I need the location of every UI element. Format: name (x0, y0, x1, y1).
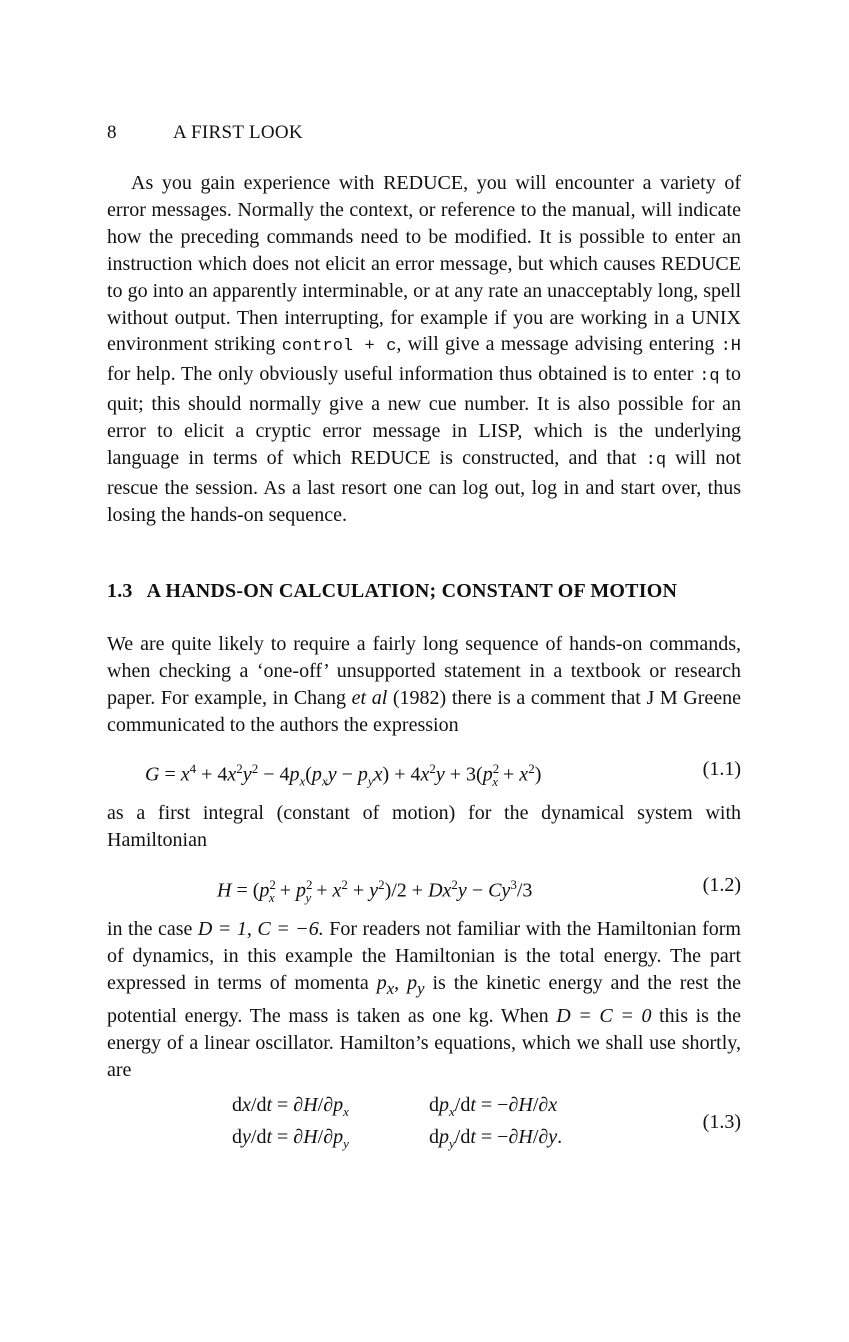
equation-1-2 (107, 862, 741, 908)
text-run: We are quite likely to require a fairly long sequence of hands-on commands, when checking a ‘one-off’ unsupported statement in a textbook or research paper. For example, in Chang (107, 632, 741, 709)
condition: D = 1, C = −6. (197, 918, 324, 941)
text-run: , will give a message advising entering (396, 333, 721, 356)
page (107, 118, 741, 1158)
running-head (107, 118, 741, 148)
code-control-c: control + c (281, 337, 397, 357)
code-help: :H (720, 337, 742, 357)
eq-dpxdt: $dp_x/dt = -\partial H/\partial x$ (429, 1093, 558, 1119)
equation-1-2-body: $H = (p^2_x + p^2_y + x^2 + y^2)/2 + Dx^2y - Cy^3/3$ (217, 877, 533, 905)
text-run: will not rescue the session. As a last resort one can log out, log in and start over, thus losing the hands-on sequence. (107, 447, 742, 526)
equation-1-1-body: $G = x^4 + 4x^2y^2 - 4p_x(p_xy - p_yx) + 4x^2y + 3(p^2_x + x^2)$ (145, 761, 542, 790)
equation-1-3 (107, 1094, 741, 1158)
paragraph-error-messages (107, 170, 741, 529)
equation-1-1 (107, 746, 741, 792)
paragraph-hands-on (107, 631, 741, 739)
condition-2: D = C = 0 (556, 1004, 652, 1027)
section-heading (107, 576, 741, 606)
eq-dpydt: $dp_y/dt = -\partial H/\partial y$. (429, 1125, 563, 1151)
equation-number: (1.2) (702, 874, 741, 897)
section-title: A HANDS-ON CALCULATION; CONSTANT OF MOTION (146, 579, 678, 602)
paragraph-first-integral: as a first integral (constant of motion) for the dynamical system with Hamiltonian (107, 802, 741, 852)
et-al: et al (351, 686, 388, 709)
section-number: 1.3 (107, 579, 133, 602)
text-run: is the kinetic energy and the rest the potential energy. The mass is taken as one kg. When (107, 972, 742, 1027)
code-quit: :q (699, 367, 720, 387)
eq-dxdt: $dx/dt = \partial H/\partial p_x$ (232, 1093, 349, 1119)
eq-dydt: $dy/dt = \partial H/\partial p_y$ (232, 1125, 349, 1151)
paragraph-case (107, 916, 741, 1083)
text-run: to quit; this should normally give a new cue number. It is also possible for an error to elicit a cryptic error message in LISP, which is the underlying language in terms of which REDUCE is constructed, and that (107, 363, 741, 470)
equation-number: (1.1) (702, 758, 741, 781)
page-number: 8 (107, 122, 117, 143)
text-run: (1982) there is a comment that J M Greene communicated to the authors the expression (107, 686, 741, 736)
code-quit-2: :q (645, 451, 667, 471)
text-run: For readers not familiar with the Hamiltonian form of dynamics, in this example the Hamiltonian is the total energy. The part expressed in terms of momenta (107, 918, 741, 995)
running-title: A FIRST LOOK (173, 122, 303, 143)
momenta-symbols: $p_x$, $p_y$ (376, 972, 425, 999)
text-run: in the case (107, 918, 198, 941)
text-run: for help. The only obviously useful information thus obtained is to enter (107, 363, 700, 386)
text-run: As you gain experience with REDUCE, you will encounter a variety of error messages. Normally the context, or reference to the manual, will indicate how the preceding commands need to be modified. It is possible to enter an instruction which does not elicit an error message, but which causes REDUCE to go into an apparently interminable, or at any rate an unacceptably long, spell without output. Then interrupting, for example if you are working in a UNIX environment striking (107, 172, 741, 356)
text-run: this is the energy of a linear oscillator. Hamilton’s equations, which we shall use shortly, are (107, 1004, 742, 1081)
equation-number: (1.3) (702, 1110, 741, 1133)
